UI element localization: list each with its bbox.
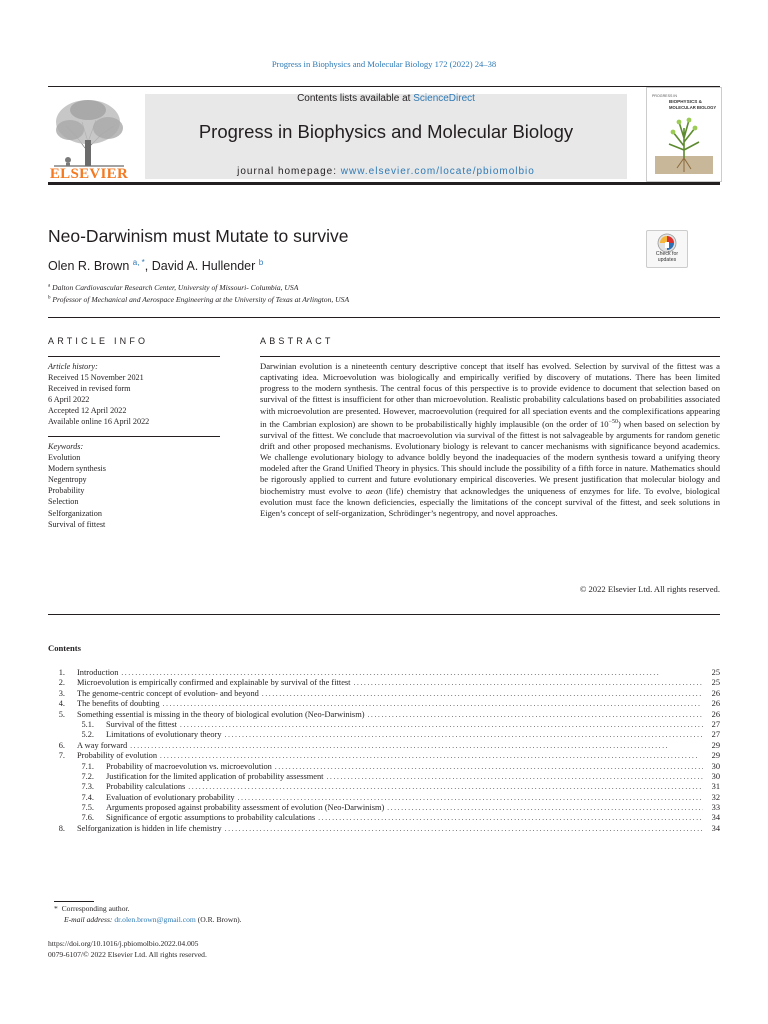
doi-link[interactable]: https://doi.org/10.1016/j.pbiomolbio.2022.04.005 (48, 939, 199, 948)
journal-cover-thumbnail[interactable] (646, 87, 722, 182)
toc-subentry[interactable]: 7.4. Evaluation of evolutionary probability . . . 32 (48, 793, 720, 803)
toc-subentry[interactable]: 7.1. Probability of macroevolution vs. microevolution . . . 30 (48, 762, 720, 772)
article-info-heading: ARTICLE INFO (48, 336, 149, 346)
toc-entry[interactable]: 1. Introduction . . . 25 (48, 668, 720, 678)
abstract-body: Darwinian evolution is a nineteenth century descriptive concept that itself has evolved. Selection by survival of the fittest was a captivating idea. Microevolution was biologically and empirically verified by discovery of mutations. There has been limited progress to the modern synthesis. The central focus of this perspective is to provide evidence to document that selection based on survival of the fittest is insufficient for other than microevolution. Realistic probability calculations based on probabilities associated with microevolution are presented. However, macroevolution (required for all speciation events and the complexifications appearing in the Cambrian explosion) are shown to be probabilistically highly implausible (on the order of $10^{-50}$) when based on selection by survival of the fittest. We conclude that macroevolution via survival of the fittest is not salvageable by arguments for random genetic drift and other proposed mechanisms. Evolutionary biology is relevant to cancer mechanisms with significance beyond academics. We challenge evolutionary biology to advance boldly beyond the inadequacies of the modern synthesis toward a unifying theory modeled after the Grand Unified Theory in physics. This should include the possibility of a fifth force in nature. Mathematics should be rigorously applied to current and future evolutionary empirical discoveries. We present justification that molecular biology and biochemistry must evolve to aeon (life) chemistry that acknowledges the uniqueness of enzymes for life. To evolve, biological evolution must face the known deficiencies, especially the limitations of the concept survival of the fittest, and seek solutions in Eigen’s concept of self-organization, Schrödinger’s negentropy, and novel approaches. (260, 361, 720, 518)
cover-small-line: PROGRESS IN (652, 94, 677, 98)
journal-homepage-line: journal homepage: www.elsevier.com/locate/pbiomolbio (237, 166, 535, 177)
toc-entry[interactable]: 7. Probability of evolution . . . 29 (48, 751, 720, 761)
toc-entry[interactable]: 3. The genome-centric concept of evolution- and beyond . . . 26 (48, 689, 720, 699)
author-affiliation-link[interactable]: a, * (132, 258, 145, 267)
keyword: Modern synthesis (48, 464, 106, 474)
toc-entry[interactable]: 8. Selforganization is hidden in life chemistry . . . 34 (48, 824, 720, 834)
toc-entry[interactable]: 4. The benefits of doubting . . . 26 (48, 699, 720, 709)
keyword: Probability (48, 486, 85, 496)
toc-entry[interactable]: 6. A way forward . . . 29 (48, 741, 720, 751)
author-name: Olen R. Brown (48, 259, 130, 274)
header-bottom-rule (48, 182, 720, 185)
elsevier-wordmark: ELSEVIER (49, 166, 129, 182)
toc-subentry[interactable]: 7.2. Justification for the limited application of probability assessment . . . 30 (48, 772, 720, 782)
check-for-updates-badge[interactable] (646, 230, 688, 268)
sciencedirect-link[interactable]: ScienceDirect (413, 93, 475, 104)
keyword: Selection (48, 497, 79, 507)
crossmark-label: Check for updates (655, 251, 679, 263)
author-line (48, 258, 263, 273)
table-of-contents (48, 668, 720, 834)
toc-subentry[interactable]: 7.5. Arguments proposed against probability assessment of evolution (Neo-Darwinism) . . . 33 (48, 803, 720, 813)
abstract-bottom-rule (48, 614, 720, 615)
abstract-heading: ABSTRACT (260, 336, 334, 346)
author-affiliation-link[interactable]: b (258, 258, 264, 267)
article-info-rule (48, 356, 220, 357)
affiliations-rule (48, 317, 720, 318)
article-title: Neo-Darwinism must Mutate to survive (48, 226, 349, 246)
keyword: Selforganization (48, 508, 102, 518)
journal-citation-link[interactable]: Progress in Biophysics and Molecular Biology 172 (2022) 24–38 (271, 59, 497, 69)
toc-subentry[interactable]: 7.3. Probability calculations . . . 31 (48, 782, 720, 792)
cover-title-line1: BIOPHYSICS & (669, 99, 702, 104)
cover-title-line2: MOLECULAR BIOLOGY (669, 105, 717, 110)
journal-name: Progress in Biophysics and Molecular Biology (198, 121, 574, 142)
cover-plant-image (655, 116, 713, 174)
footnote-rule (54, 901, 94, 902)
keywords-rule (48, 436, 220, 437)
contents-heading: Contents (48, 643, 81, 653)
toc-subentry[interactable]: 5.2. Limitations of evolutionary theory . . . 27 (48, 730, 720, 740)
keyword: Survival of fittest (48, 519, 106, 529)
keyword: Evolution (48, 453, 81, 463)
corresponding-author-note: * Corresponding author. (54, 904, 130, 913)
article-history: Article history: Received 15 November 2021 Received in revised form 6 April 2022 Accepted 12 April 2022 Available online 16 April 2022 (48, 362, 150, 427)
author-name: , David A. Hullender (144, 259, 256, 274)
affiliation-b: $^b$ Professor of Mechanical and Aerospace Engineering at the University of Texas at Arlington, USA (48, 295, 350, 304)
email-note: E-mail address: dr.olen.brown@gmail.com (O.R. Brown). (64, 915, 242, 924)
contents-available-line: Contents lists available at ScienceDirect (297, 93, 475, 104)
abstract-rule (260, 356, 720, 357)
header-top-rule (48, 86, 720, 87)
issn-copyright: 0079-6107/© 2022 Elsevier Ltd. All rights reserved. (48, 950, 207, 959)
abstract-copyright: © 2022 Elsevier Ltd. All rights reserved. (579, 584, 720, 594)
keyword: Negentropy (48, 475, 87, 485)
toc-subentry[interactable]: 7.6. Significance of ergotic assumptions to probability calculations . . . 34 (48, 813, 720, 823)
email-link[interactable]: dr.olen.brown@gmail.com (114, 915, 196, 924)
journal-homepage-link[interactable]: www.elsevier.com/locate/pbiomolbio (340, 166, 535, 177)
affiliation-a: $^a$ Dalton Cardiovascular Research Center, University of Missouri- Columbia, USA (48, 283, 299, 292)
toc-subentry[interactable]: 5.1. Survival of the fittest . . . 27 (48, 720, 720, 730)
toc-entry[interactable]: 5. Something essential is missing in the theory of biological evolution (Neo-Darwinism) . . . 26 (48, 710, 720, 720)
crossmark-icon (657, 233, 677, 253)
toc-entry[interactable]: 2. Microevolution is empirically confirmed and explainable by survival of the fittest . . . 25 (48, 678, 720, 688)
keywords-list: Keywords: Evolution Modern synthesis Negentropy Probability Selection Selforganization Survival of fittest (48, 441, 220, 530)
